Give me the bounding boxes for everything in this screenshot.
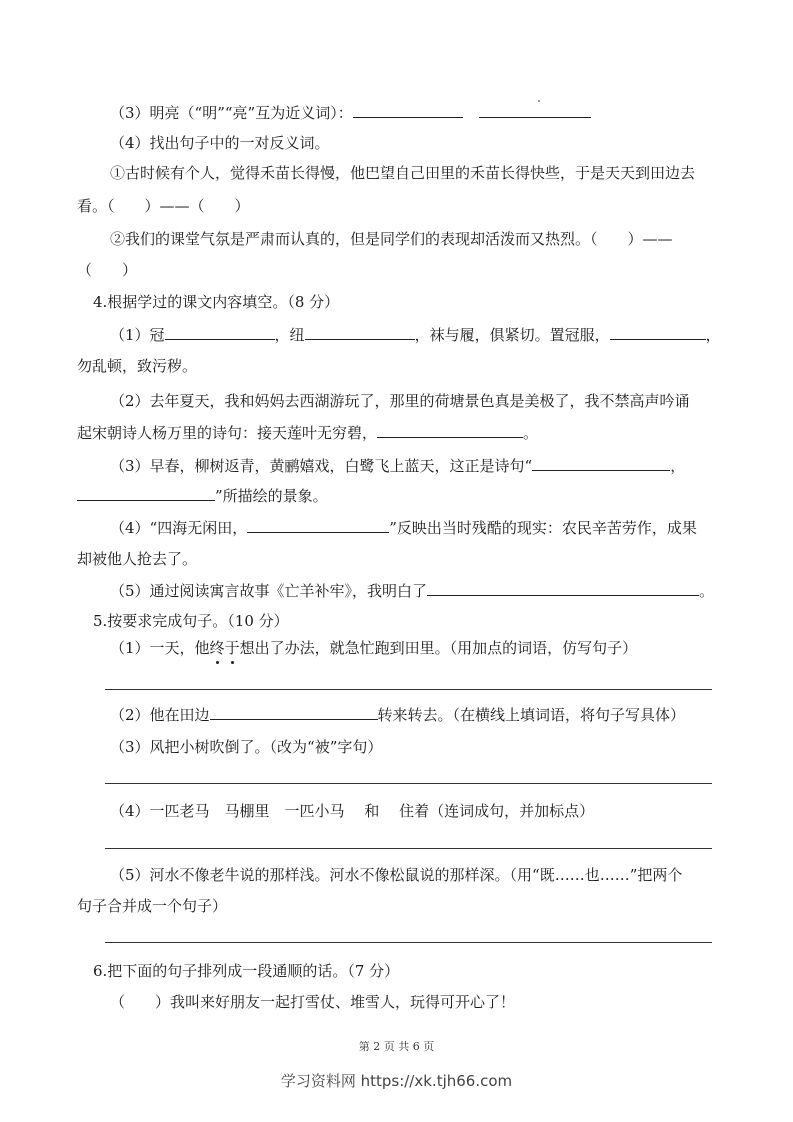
text: ，袜与履，俱紧切。置冠服， bbox=[414, 326, 610, 344]
text: （1）一天，他 bbox=[110, 639, 210, 657]
fill-1-line-1 bbox=[110, 325, 721, 345]
text: （3）早春，柳树返青，黄鹂嬉戏，白鹭飞上蓝天，这正是诗句“ bbox=[110, 457, 533, 475]
question-4-antonym: （4）找出句子中的一对反义词。 bbox=[110, 134, 330, 152]
sentence-1-line-2: 看。（ ）——（ ） bbox=[77, 197, 250, 215]
fill-3-line-2 bbox=[77, 486, 328, 506]
rewrite-2 bbox=[110, 705, 685, 725]
answer-blank[interactable] bbox=[532, 456, 670, 471]
answer-blank[interactable] bbox=[427, 581, 699, 596]
fill-4-line-2: 却被他人抢去了。 bbox=[77, 550, 198, 568]
section-5-heading: 5.按要求完成句子。（10 分） bbox=[93, 612, 289, 630]
watermark: 学习资料网 https://xk.tjh66.com bbox=[280, 1072, 513, 1090]
answer-line[interactable] bbox=[105, 689, 712, 690]
speck bbox=[538, 100, 540, 102]
text: （2）他在田边 bbox=[110, 706, 210, 724]
answer-blank[interactable] bbox=[77, 486, 215, 501]
sentence-2-line-2: （ ） bbox=[77, 261, 138, 279]
text: 想出了办法，就急忙跑到田里。（用加点的词语，仿写句子） bbox=[239, 639, 638, 657]
text: ”所描绘的景象。 bbox=[215, 487, 328, 505]
text: ， bbox=[705, 326, 721, 344]
answer-blank[interactable] bbox=[305, 325, 415, 340]
answer-blank[interactable] bbox=[353, 103, 463, 118]
dotted-char: 于 bbox=[224, 639, 240, 657]
section-4-heading: 4.根据学过的课文内容填空。（8 分） bbox=[93, 293, 340, 311]
text: 起宋朝诗人杨万里的诗句：接天莲叶无穷碧， bbox=[77, 424, 378, 442]
text: （4）“四海无闲田， bbox=[110, 519, 248, 537]
dotted-char: 终 bbox=[209, 639, 225, 657]
fill-5 bbox=[110, 581, 714, 601]
fill-4-line-1 bbox=[110, 518, 697, 538]
text: （3）明亮（“明”“亮”互为近义词）： bbox=[110, 104, 353, 122]
text: （1）冠 bbox=[110, 326, 165, 344]
text: ， bbox=[670, 457, 686, 475]
rewrite-4: （4）一匹老马 马棚里 一匹小马 和 住着（连词成句，并加标点） bbox=[110, 802, 595, 820]
sentence-1-line-1: ①古时候有个人，觉得禾苗长得慢，他巴望自己田里的禾苗长得快些，于是天天到田边去 bbox=[110, 164, 696, 182]
answer-line[interactable] bbox=[105, 848, 712, 849]
text: 。 bbox=[523, 424, 539, 442]
text: 。 bbox=[699, 582, 715, 600]
text: ”反映出当时残酷的现实：农民辛苦劳作，成果 bbox=[389, 519, 697, 537]
question-3-synonym bbox=[110, 103, 591, 123]
answer-blank[interactable] bbox=[210, 705, 378, 720]
fill-3-line-1 bbox=[110, 456, 685, 476]
section-6-heading: 6.把下面的句子排列成一段通顺的话。（7 分） bbox=[93, 962, 400, 980]
fill-1-line-2: 勿乱顿，致污秽。 bbox=[77, 357, 198, 375]
text: 转来转去。（在横线上填词语，将句子写具体） bbox=[377, 706, 686, 724]
answer-blank[interactable] bbox=[165, 325, 275, 340]
order-item-1: （ ）我叫来好朋友一起打雪仗、堆雪人，玩得可开心了！ bbox=[110, 993, 516, 1011]
page-number: 第 2 页 共 6 页 bbox=[358, 1040, 435, 1053]
rewrite-5-line-2: 句子合并成一个句子） bbox=[77, 897, 228, 915]
answer-blank[interactable] bbox=[247, 518, 389, 533]
text: （5）通过阅读寓言故事《亡羊补牢》，我明白了 bbox=[110, 582, 428, 600]
answer-blank[interactable] bbox=[479, 103, 591, 118]
text: ，纽 bbox=[274, 326, 305, 344]
rewrite-5-line-1: （5）河水不像老牛说的那样浅。河水不像松鼠说的那样深。（用“既……也……”把两个 bbox=[110, 866, 683, 884]
answer-line[interactable] bbox=[105, 942, 712, 943]
answer-line[interactable] bbox=[105, 783, 712, 784]
answer-blank[interactable] bbox=[610, 325, 706, 340]
sentence-2-line-1: ②我们的课堂气氛是严肃而认真的，但是同学们的表现却活泼而又热烈。（ ）—— bbox=[110, 230, 673, 248]
rewrite-1 bbox=[110, 638, 637, 658]
rewrite-3: （3）风把小树吹倒了。（改为“被”字句） bbox=[110, 738, 383, 756]
answer-blank[interactable] bbox=[377, 423, 523, 438]
fill-2-line-1: （2）去年夏天，我和妈妈去西湖游玩了，那里的荷塘景色真是美极了，我不禁高声吟诵 bbox=[110, 392, 690, 410]
fill-2-line-2 bbox=[77, 423, 538, 443]
